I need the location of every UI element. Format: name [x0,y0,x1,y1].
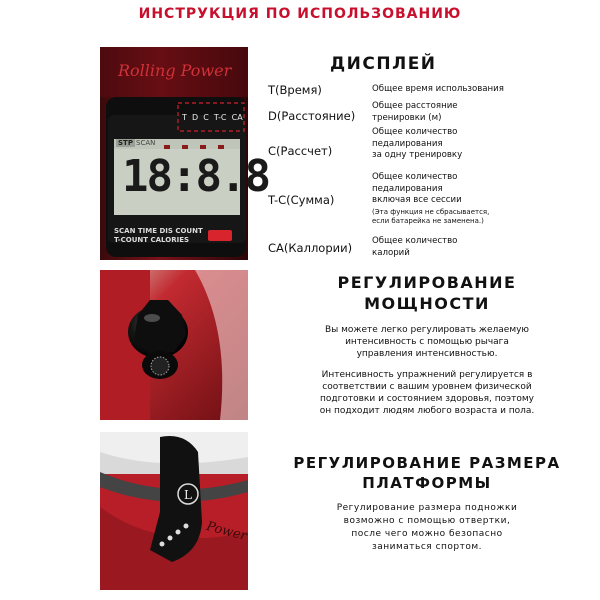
label-count: С(Рассчет) [268,144,333,158]
label-calories: СА(Каллории) [268,241,353,255]
lcd-digits: 18:8.8 [122,151,269,202]
scan-label: SCAN [136,139,156,147]
desc-count: Общее количество педалирования за одну тренировку [372,127,463,160]
platform-title-line2: ПЛАТФОРМЫ [362,474,492,492]
pedal-logo: Power [204,518,249,545]
power-paragraph-2: Интенсивность упражнений регулируется в соответствии с вашим уровнем физической подготовки и состоянием здоровья, поэтому он подходит людям любого возраста и пола. [319,370,535,416]
mode-labels: T D C T-C CA [182,113,243,122]
stp-label: STP [118,139,133,147]
power-title-line1: РЕГУЛИРОВАНИЕ [337,273,517,292]
desc-calories: Общее количество калорий [372,236,458,258]
power-title-line2: МОЩНОСТИ [364,294,490,313]
desc-time: Общее время использования [372,84,504,94]
power-paragraph-1: Вы можете легко регулировать желаемую интенсивность с помощью рычага управления интенсивностью. [324,325,530,359]
label-total-count: T-C(Сумма) [268,193,335,207]
bottom-label-1: SCAN TIME DIS COUNT [114,227,203,235]
desc-distance: Общее расстояние тренировки (м) [372,101,458,123]
display-photo [100,47,269,260]
svg-text:L: L [184,488,192,502]
desc-total-count: Общее количество педалирования включая все сессии [372,172,462,205]
page-header: ИНСТРУКЦИЯ ПО ИСПОЛЬЗОВАНИЮ [138,6,462,22]
label-time: Т(Время) [268,83,322,97]
bottom-label-2: T-COUNT CALORIES [114,236,190,244]
platform-paragraph: Регулирование размера подножки возможно с помощью отвертки, после чего можно безопасно заниматься спортом. [336,503,518,552]
knob-photo [100,270,248,420]
brand-logo: Rolling Power [118,61,232,80]
display-title: ДИСПЛЕЙ [330,54,437,74]
note-total-count: (Эта функция не сбрасывается, если батарейка не заменена.) [372,208,490,225]
platform-title-line1: РЕГУЛИРОВАНИЕ РАЗМЕРА [293,454,561,472]
label-distance: D(Расстояние) [268,109,356,123]
pedal-photo [100,432,248,590]
